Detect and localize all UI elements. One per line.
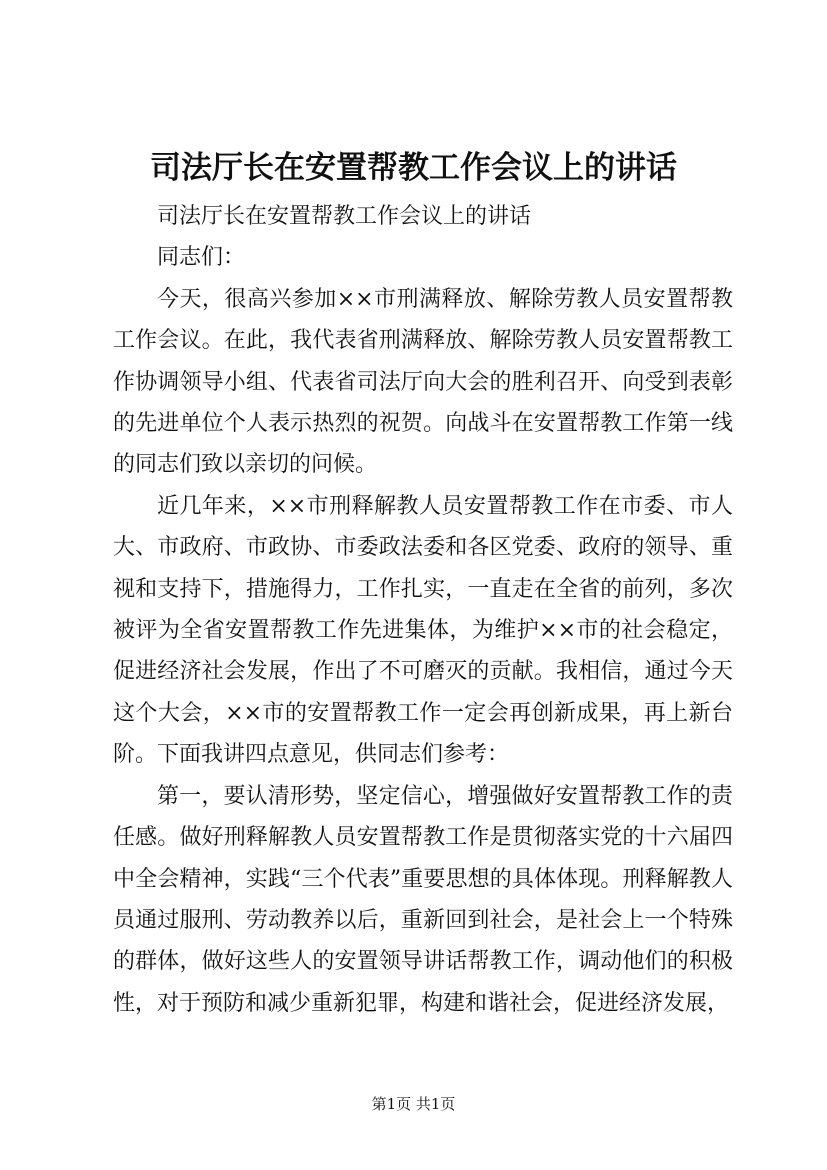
salutation-paragraph: 同志们： [157, 245, 246, 271]
document-title: 司法厅长在安置帮教工作会议上的讲话 [150, 150, 677, 186]
body-paragraph-greeting: 今天，很高兴参加××市刑满释放、解除劳教人员安置帮教工作会议。在此，我代表省刑满释放、解除劳教人员安置帮教工作协调领导小组、代表省司法厅向大会的胜利召开、向受到表彰的先进单位个人表示热烈的祝贺。向战斗在安置帮教工作第一线的同志们致以亲切的问候。 [113, 286, 733, 478]
document-body [113, 196, 733, 1024]
body-paragraph-first-point: 第一，要认清形势，坚定信心，增强做好安置帮教工作的责任感。做好刑释解教人员安置帮教工作是贯彻落实党的十六届四中全会精神，实践“三个代表”重要思想的具体体现。刑释解教人员通过服刑、劳动教养以后，重新回到社会，是社会上一个特殊的群体，做好这些人的安置领导讲话帮教工作，调动他们的积极性，对于预防和减少重新犯罪，构建和谐社会，促进经济发展， [113, 783, 733, 1016]
subtitle-paragraph: 司法厅长在安置帮教工作会议上的讲话 [157, 204, 532, 229]
body-paragraph-achievements: 近几年来，××市刑释解教人员安置帮教工作在市委、市人大、市政府、市政协、市委政法委和各区党委、政府的领导、重视和支持下，措施得力，工作扎实，一直走在全省的前列，多次被评为全省安置帮教工作先进集体，为维护××市的社会稳定，促进经济社会发展，作出了不可磨灭的贡献。我相信，通过今天这个大会，××市的安置帮教工作一定会再创新成果，再上新台阶。下面我讲四点意见，供同志们参考： [113, 493, 733, 768]
page-footer: 第1页 共1页 [371, 1095, 456, 1113]
